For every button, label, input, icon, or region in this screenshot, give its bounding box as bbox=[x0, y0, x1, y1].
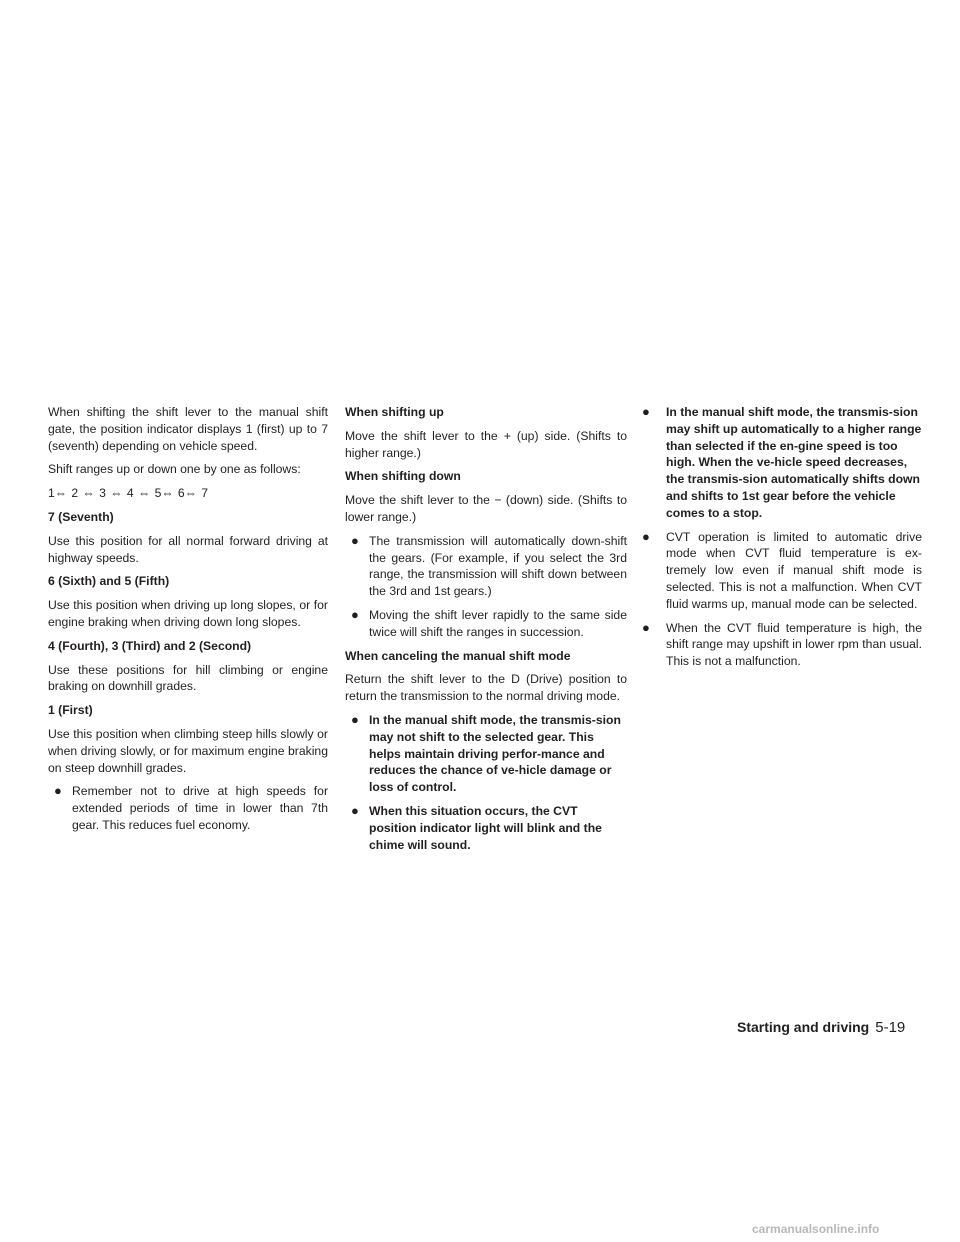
page-number: 5-19 bbox=[875, 1019, 906, 1036]
page-footer bbox=[737, 1019, 905, 1036]
list-item bbox=[353, 712, 627, 796]
bullet-icon: ● bbox=[642, 619, 650, 635]
list-item bbox=[642, 529, 922, 613]
bullet-icon: ● bbox=[54, 783, 62, 799]
heading-canceling: When canceling the manual shift mode bbox=[345, 648, 571, 663]
canceling-bullets bbox=[345, 712, 627, 853]
list-item-text: Remember not to drive at high speeds for extended periods of time in lower than 7th gear. This reduces fuel economy. bbox=[72, 784, 328, 832]
paragraph-shifting-up: Move the shift lever to the + (up) side. (Shifts to higher range.) bbox=[345, 428, 627, 460]
list-item-text: The transmission will automatically down-shift the gears. (For example, if you select the 3rd range, the transmission will shift down between the 3rd and 1st gears.) bbox=[369, 533, 627, 599]
paragraph-sixth-fifth: Use this position when driving up long slopes, or for engine braking when driving down long slopes. bbox=[48, 598, 328, 629]
bullet-icon: ● bbox=[351, 711, 359, 727]
bullet-icon: ● bbox=[351, 532, 359, 548]
bullet-icon: ● bbox=[351, 606, 359, 622]
watermark: carmanualsonline.info bbox=[752, 1222, 880, 1236]
shifting-down-bullets bbox=[345, 533, 627, 641]
column-3 bbox=[642, 404, 922, 677]
paragraph-fourth-third-second: Use these positions for hill climbing or engine braking on downhill grades. bbox=[48, 662, 328, 694]
list-item-text: CVT operation is limited to automatic drive mode when CVT fluid temperature is ex-tremely low even if manual shift mode is selected. This is not a malfunction. When CVT fluid warms up, manual mode can be selected. bbox=[666, 529, 922, 611]
paragraph-seventh: Use this position for all normal forward driving at highway speeds. bbox=[48, 533, 328, 565]
list-item bbox=[353, 607, 627, 641]
intro-paragraph: When shifting the shift lever to the manual shift gate, the position indicator displays 1 (first) up to 7 (seventh) depending on vehicle speed. bbox=[48, 405, 328, 453]
heading-shifting-up: When shifting up bbox=[345, 405, 444, 419]
list-item-text: In the manual shift mode, the transmis-sion may shift up automatically to a higher range than selected if the en-gine speed is too high. When the ve-hicle speed decreases, the transmis-sion automatically shifts down and shifts to 1st gear before the vehicle comes to a stop. bbox=[666, 405, 922, 520]
list-item bbox=[353, 803, 627, 853]
heading-fourth-third-second: 4 (Fourth), 3 (Third) and 2 (Second) bbox=[48, 638, 252, 653]
heading-shifting-down: When shifting down bbox=[345, 469, 461, 484]
cvt-bullets bbox=[642, 404, 922, 670]
list-item-text: Moving the shift lever rapidly to the same side twice will shift the ranges in succession. bbox=[369, 607, 627, 639]
list-item-text: In the manual shift mode, the transmis-sion may not shift to the selected gear. This helps maintain driving perfor-mance and reduces the chance of ve-hicle damage or loss of control. bbox=[369, 712, 621, 795]
section-title: Starting and driving bbox=[737, 1019, 870, 1035]
heading-first: 1 (First) bbox=[48, 703, 93, 718]
paragraph-shifting-down: Move the shift lever to the − (down) side. (Shifts to lower range.) bbox=[345, 493, 627, 524]
list-item bbox=[642, 404, 922, 522]
list-item-text: When this situation occurs, the CVT position indicator light will blink and the chime will sound. bbox=[369, 803, 602, 852]
bullet-icon: ● bbox=[642, 528, 650, 544]
ranges-intro: Shift ranges up or down one by one as follows: bbox=[48, 462, 301, 477]
paragraph-canceling: Return the shift lever to the D (Drive) position to return the transmission to the normal driving mode. bbox=[345, 672, 627, 704]
bullet-icon: ● bbox=[351, 802, 359, 818]
first-bullet-list bbox=[48, 783, 328, 833]
paragraph-first: Use this position when climbing steep hills slowly or when driving slowly, or for maximum engine braking on steep downhill grades. bbox=[48, 726, 328, 775]
list-item-text: When the CVT fluid temperature is high, the shift range may upshift in lower rpm than usual. This is not a malfunction. bbox=[666, 620, 922, 669]
bullet-icon: ● bbox=[642, 404, 650, 419]
heading-seventh: 7 (Seventh) bbox=[48, 509, 114, 524]
list-item bbox=[353, 533, 627, 600]
heading-sixth-fifth: 6 (Sixth) and 5 (Fifth) bbox=[48, 574, 170, 589]
column-1 bbox=[48, 404, 328, 841]
list-item bbox=[56, 783, 328, 833]
column-2 bbox=[345, 404, 627, 860]
shift-sequence: 1⇔ 2 ⇔ 3 ⇔ 4 ⇔ 5⇔ 6⇔ 7 bbox=[48, 486, 209, 501]
list-item bbox=[642, 620, 922, 670]
